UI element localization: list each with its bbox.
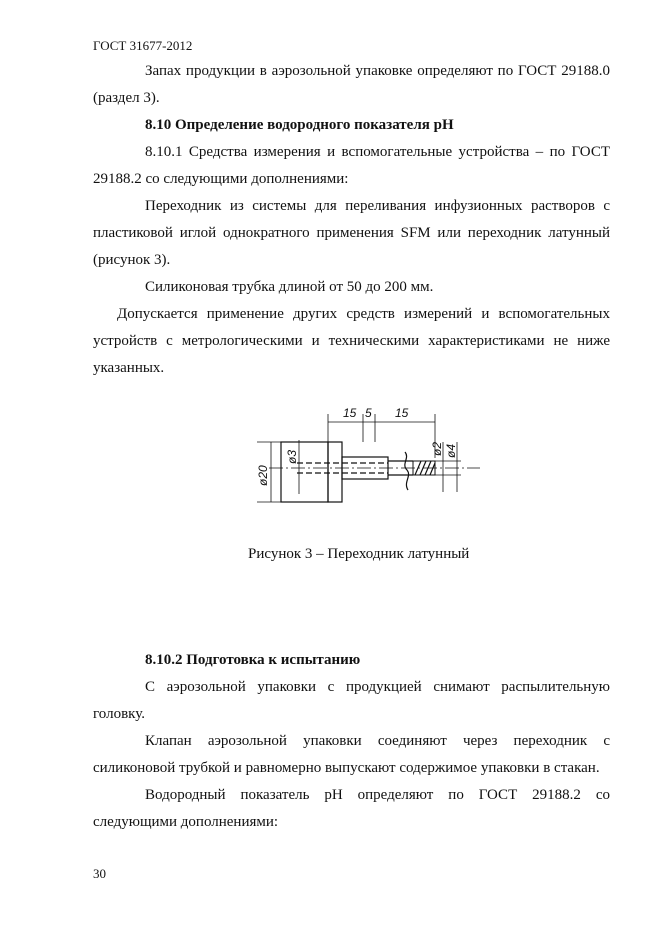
section-heading-8-10: 8.10 Определение водородного показателя рН: [145, 117, 454, 133]
dimension-d20: ø20: [256, 465, 270, 486]
dimension-d4: ø4: [444, 443, 458, 458]
brass-adapter-drawing: [255, 402, 485, 512]
page-header: ГОСТ 31677-2012: [93, 38, 193, 53]
paragraph-adapter: Переходник из системы для переливания инфузионных растворов с пластиковой иглой однократного применения SFM или переходник латунный (рисунок 3).: [93, 198, 610, 268]
paragraph-8-10-1: 8.10.1 Средства измерения и вспомогательные устройства – по ГОСТ 29188.2 со следующими дополнениями:: [93, 144, 610, 187]
page-number: 30: [93, 866, 106, 881]
section-heading-8-10-2: 8.10.2 Подготовка к испытанию: [145, 652, 361, 668]
dimension-d2: ø2: [430, 441, 444, 456]
paragraph-silicone-tube: Силиконовая трубка длиной от 50 до 200 мм.: [145, 279, 434, 295]
paragraph-odor: Запах продукции в аэрозольной упаковке определяют по ГОСТ 29188.0 (раздел 3).: [93, 63, 610, 106]
dimension-15-left: 15: [343, 406, 357, 420]
dimension-5: 5: [365, 406, 372, 420]
adapter-collar: [328, 442, 342, 502]
dimension-d3: ø3: [285, 449, 299, 464]
dimension-15-right: 15: [395, 406, 409, 420]
figure-caption: Рисунок 3 – Переходник латунный: [248, 546, 470, 562]
break-line: [405, 452, 409, 490]
paragraph-remove-head: С аэрозольной упаковки с продукцией снимают распылительную головку.: [93, 679, 610, 722]
paragraph-connect-valve: Клапан аэрозольной упаковки соединяют через переходник с силиконовой трубкой и равномерно выпускают содержимое упаковки в стакан.: [93, 733, 610, 776]
paragraph-ph-determination: Водородный показатель рН определяют по ГОСТ 29188.2 со следующими дополнениями:: [93, 787, 610, 830]
paragraph-alternatives: Допускается применение других средств измерений и вспомогательных устройств с метрологическими и техническими характеристиками не ниже указанных.: [93, 306, 610, 376]
